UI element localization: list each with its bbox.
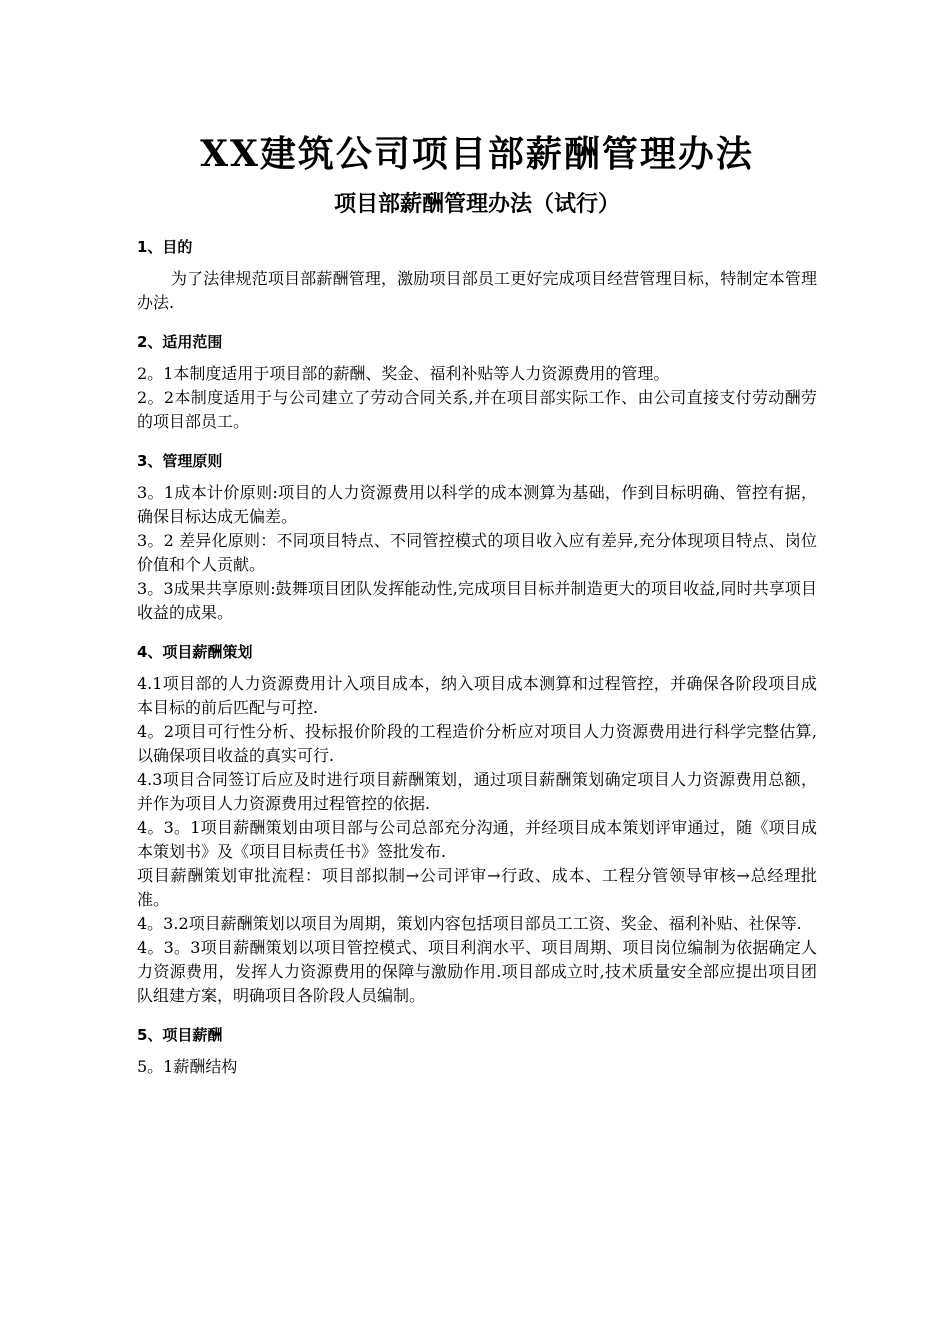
paragraph: 3。3成果共享原则:鼓舞项目团队发挥能动性,完成项目目标并制造更大的项目收益,同时共享项目收益的成果。 (137, 579, 817, 622)
section-heading: 4、项目薪酬策划 (137, 643, 253, 661)
paragraph: 4。3.2项目薪酬策划以项目为周期，策划内容包括项目部员工工资、奖金、福利补贴、社保等. (137, 914, 802, 933)
document-subtitle: 项目部薪酬管理办法（试行） (333, 192, 620, 217)
paragraph: 2。1本制度适用于项目部的薪酬、奖金、福利补贴等人力资源费用的管理。 (137, 364, 670, 383)
paragraph: 4。3。1项目薪酬策划由项目部与公司总部充分沟通，并经项目成本策划评审通过，随《项目成本策划书》及《项目目标责任书》签批发布. (137, 818, 817, 861)
paragraph: 4。2项目可行性分析、投标报价阶段的工程造价分析应对项目人力资源费用进行科学完整估算,以确保项目收益的真实可行. (137, 722, 817, 765)
section-heading: 2、适用范围 (137, 333, 223, 351)
section-project-salary (137, 1024, 817, 1079)
section-principles (137, 450, 817, 625)
section-purpose (137, 236, 817, 315)
section-scope (137, 331, 817, 434)
section-salary-planning (137, 641, 817, 1008)
paragraph: 2。2本制度适用于与公司建立了劳动合同关系,并在项目部实际工作、由公司直接支付劳动酬劳的项目部员工。 (137, 388, 817, 431)
document-page (137, 128, 817, 1079)
section-heading: 3、管理原则 (137, 452, 223, 470)
paragraph: 4.3项目合同签订后应及时进行项目薪酬策划，通过项目薪酬策划确定项目人力资源费用总额，并作为项目人力资源费用过程管控的依据. (137, 770, 817, 813)
document-title: XX建筑公司项目部薪酬管理办法 (200, 133, 754, 175)
paragraph: 为了法律规范项目部薪酬管理，激励项目部员工更好完成项目经营管理目标，特制定本管理办法. (137, 269, 817, 312)
paragraph: 3。1成本计价原则:项目的人力资源费用以科学的成本测算为基础，作到目标明确、管控有据，确保目标达成无偏差。 (137, 483, 817, 526)
section-heading: 1、目的 (137, 238, 193, 256)
paragraph: 4.1项目部的人力资源费用计入项目成本，纳入项目成本测算和过程管控，并确保各阶段项目成本目标的前后匹配与可控. (137, 674, 817, 717)
paragraph: 项目薪酬策划审批流程：项目部拟制→公司评审→行政、成本、工程分管领导审核→总经理批准。 (137, 866, 817, 909)
paragraph: 5。1薪酬结构 (137, 1057, 238, 1076)
paragraph: 4。3。3项目薪酬策划以项目管控模式、项目利润水平、项目周期、项目岗位编制为依据确定人力资源费用，发挥人力资源费用的保障与激励作用.项目部成立时,技术质量安全部应提出项目团队组建方案，明确项目各阶段人员编制。 (137, 938, 817, 1005)
paragraph: 3。2 差异化原则：不同项目特点、不同管控模式的项目收入应有差异,充分体现项目特点、岗位价值和个人贡献。 (137, 531, 817, 574)
section-heading: 5、项目薪酬 (137, 1026, 223, 1044)
